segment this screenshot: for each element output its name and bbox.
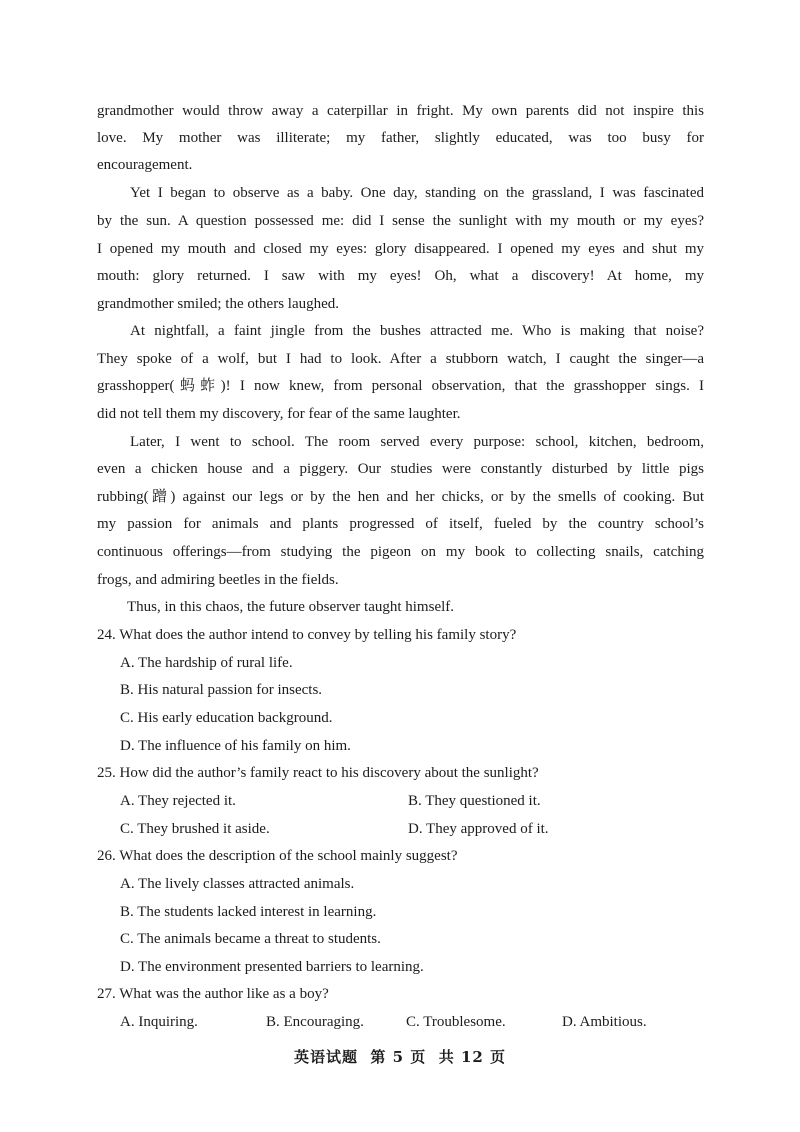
passage-line: grandmother smiled; the others laughed.: [97, 296, 340, 312]
passage-line: Thus, in this chaos, the future observer taught himself.: [127, 599, 455, 615]
passage-line: Yet I began to observe as a baby. One day, standing on the grassland, I was fascinated: [130, 185, 704, 201]
option-b[interactable]: B. His natural passion for insects.: [120, 682, 323, 698]
passage-line: They spoke of a wolf, but I had to look. After a stubborn watch, I caught the singer—a: [97, 351, 704, 367]
option-c[interactable]: C. Troublesome.: [406, 1014, 506, 1030]
option-c[interactable]: C. His early education background.: [120, 710, 333, 726]
passage-line: rubbing(蹭) against our legs or by the hen and her chicks, or by the smells of cooking. But: [97, 489, 704, 505]
question-stem: 27. What was the author like as a boy?: [97, 986, 329, 1002]
passage-line: by the sun. A question possessed me: did I sense the sunlight with my mouth or my eyes?: [97, 213, 704, 229]
option-a[interactable]: A. Inquiring.: [120, 1014, 198, 1030]
passage-line: grasshopper(蚂蚱)! I now knew, from personal observation, that the grasshopper sings. I: [97, 378, 704, 394]
question-stem: 25. How did the author’s family react to his discovery about the sunlight?: [97, 765, 539, 781]
passage-line: I opened my mouth and closed my eyes: glory disappeared. I opened my eyes and shut my: [97, 241, 704, 257]
option-b[interactable]: B. Encouraging.: [266, 1014, 364, 1030]
passage-line: frogs, and admiring beetles in the fields.: [97, 572, 339, 588]
passage-line: grandmother would throw away a caterpillar in fright. My own parents did not inspire this: [97, 103, 704, 119]
passage-line: did not tell them my discovery, for fear of the same laughter.: [97, 406, 461, 422]
option-d[interactable]: D. The environment presented barriers to learning.: [120, 959, 424, 975]
option-b[interactable]: B. The students lacked interest in learning.: [120, 904, 377, 920]
passage-line: even a chicken house and a piggery. Our studies were constantly disturbed by little pigs: [97, 461, 704, 477]
option-d[interactable]: D. Ambitious.: [562, 1014, 647, 1030]
passage-line: continuous offerings—from studying the pigeon on my book to collecting snails, catching: [97, 544, 704, 560]
option-a[interactable]: A. The hardship of rural life.: [120, 655, 293, 671]
option-d[interactable]: D. They approved of it.: [408, 821, 549, 837]
passage-line: my passion for animals and plants progressed of itself, fueled by the country school’s: [97, 516, 704, 532]
passage-line: Later, I went to school. The room served every purpose: school, kitchen, bedroom,: [130, 434, 704, 450]
question-stem: 26. What does the description of the school mainly suggest?: [97, 848, 458, 864]
passage-line: At nightfall, a faint jingle from the bushes attracted me. Who is making that noise?: [130, 323, 704, 339]
option-d[interactable]: D. The influence of his family on him.: [120, 738, 351, 754]
option-a[interactable]: A. They rejected it.: [120, 793, 236, 809]
passage-line: mouth: glory returned. I saw with my eyes! Oh, what a discovery! At home, my: [97, 268, 704, 284]
page-footer: 英语试题 第 5 页 共 12 页: [293, 1048, 507, 1066]
option-c[interactable]: C. The animals became a threat to students.: [120, 931, 381, 947]
option-a[interactable]: A. The lively classes attracted animals.: [120, 876, 355, 892]
question-stem: 24. What does the author intend to convey by telling his family story?: [97, 627, 517, 643]
passage-line: encouragement.: [97, 157, 193, 173]
option-c[interactable]: C. They brushed it aside.: [120, 821, 270, 837]
option-b[interactable]: B. They questioned it.: [408, 793, 541, 809]
passage-line: love. My mother was illiterate; my father, slightly educated, was too busy for: [97, 130, 704, 146]
